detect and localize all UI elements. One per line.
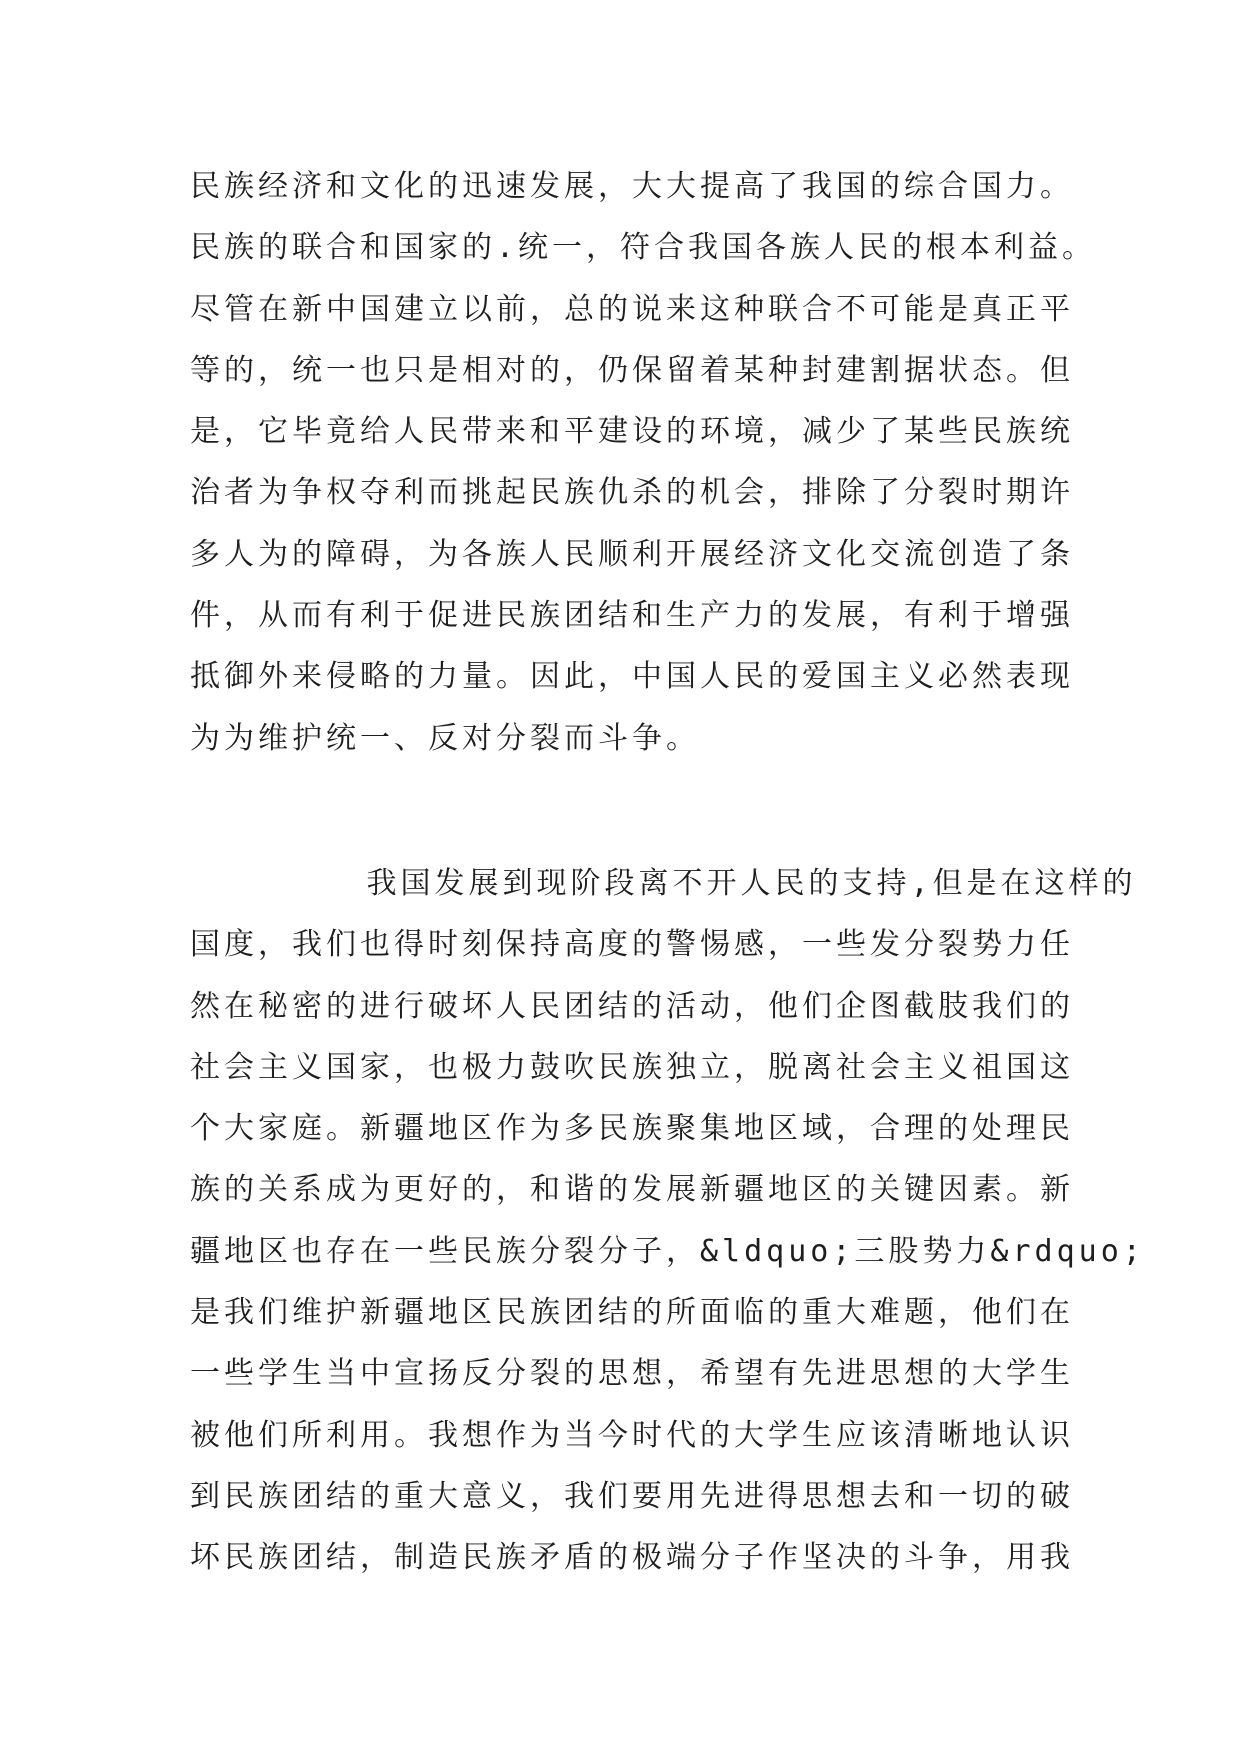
paragraph-1-line: 为为维护统一、反对分裂而斗争。 [190,720,700,756]
paragraph-1-line: 是，它毕竟给人民带来和平建设的环境，减少了某些民族统 [190,414,1074,450]
paragraph-2-line: 我国发展到现阶段离不开人民的支持,但是在这样的 [190,866,1137,901]
paragraph-2-line: 疆地区也存在一些民族分裂分子，&ldquo;三股势力&rdquo; [190,1233,1145,1269]
paragraph-2-line: 被他们所利用。我想作为当今时代的大学生应该清晰地认识 [190,1417,1074,1453]
paragraph-1 [190,156,1097,769]
paragraph-2-line: 然在秘密的进行破坏人民团结的活动，他们企图截肢我们的 [190,988,1074,1024]
paragraph-1-line: 等的，统一也只是相对的，仍保留着某种封建割据状态。但 [190,352,1074,388]
paragraph-1-line: 多人为的障碍，为各族人民顺利开展经济文化交流创造了条 [190,536,1074,572]
paragraph-2-line: 坏民族团结，制造民族矛盾的极端分子作坚决的斗争，用我 [190,1540,1074,1576]
paragraph-1-line: 民族的联合和国家的.统一，符合我国各族人民的根本利益。 [190,230,1097,266]
paragraph-1-line: 治者为争权夺利而挑起民族仇杀的机会，排除了分裂时期许 [190,475,1074,511]
paragraph-2-line: 个大家庭。新疆地区作为多民族聚集地区域，合理的处理民 [190,1111,1074,1147]
paragraph-2 [190,853,1145,1589]
paragraph-2-line: 是我们维护新疆地区民族团结的所面临的重大难题，他们在 [190,1295,1074,1331]
paragraph-1-line: 抵御外来侵略的力量。因此，中国人民的爱国主义必然表现 [190,659,1074,695]
paragraph-2-line: 国度，我们也得时刻保持高度的警惕感，一些发分裂势力任 [190,927,1074,963]
paragraph-1-line: 件，从而有利于促进民族团结和生产力的发展，有利于增强 [190,598,1074,634]
paragraph-2-line: 社会主义国家，也极力鼓吹民族独立，脱离社会主义祖国这 [190,1049,1074,1085]
paragraph-2-line: 族的关系成为更好的，和谐的发展新疆地区的关键因素。新 [190,1172,1074,1208]
paragraph-1-line: 民族经济和文化的迅速发展，大大提高了我国的综合国力。 [190,169,1074,204]
paragraph-1-line: 尽管在新中国建立以前，总的说来这种联合不可能是真正平 [190,291,1074,327]
paragraph-2-line: 到民族团结的重大意义，我们要用先进得思想去和一切的破 [190,1478,1074,1514]
paragraph-2-line: 一些学生当中宣扬反分裂的思想，希望有先进思想的大学生 [190,1356,1074,1392]
